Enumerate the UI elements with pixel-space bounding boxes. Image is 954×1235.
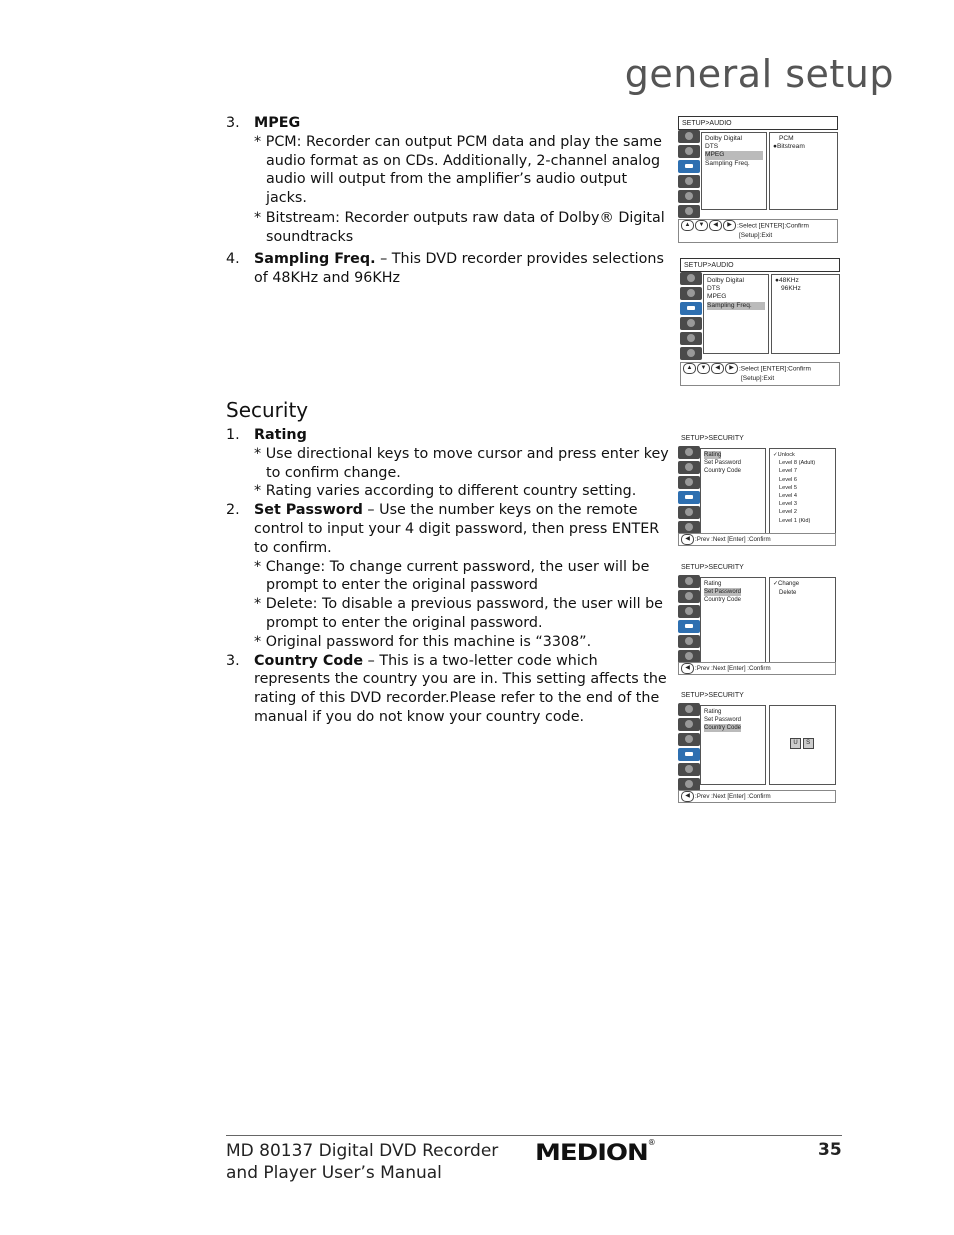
power-icon (680, 347, 702, 360)
medion-logo (535, 1138, 656, 1168)
item-number: 3. (226, 115, 240, 131)
item-number: 2. (226, 502, 240, 519)
menu-icons (680, 272, 702, 362)
key-icon (678, 491, 700, 504)
left-icon: ◀ (681, 534, 694, 545)
item-title: Country Code (254, 652, 364, 669)
menu-icons (678, 130, 700, 220)
general-icon (678, 575, 700, 588)
setup-audio-screen-sampling (680, 258, 840, 388)
bullet: * Bitstream: Recorder outputs raw data of Dolby® Digital soundtracks (254, 209, 665, 245)
option-list (769, 448, 836, 534)
audio-icon (680, 302, 702, 315)
option: ●48KHz (775, 277, 799, 284)
menu-item-selected: Rating (704, 452, 722, 458)
bullet: * Use directional keys to move cursor and press enter key to confirm change. (254, 445, 669, 481)
menu-icons (678, 703, 700, 793)
option: Level 6 (779, 476, 798, 483)
screen-footer (678, 219, 838, 243)
video-icon (680, 287, 702, 300)
left-icon: ◀ (681, 791, 694, 802)
menu-item-selected: Country Code (704, 725, 742, 731)
video-icon (678, 145, 700, 158)
menu-item: Dolby Digital (705, 135, 743, 142)
menu-list (700, 448, 766, 534)
power-icon (678, 205, 700, 218)
menu-item: MPEG (707, 293, 727, 301)
menu-item: Dolby Digital (707, 277, 745, 284)
item-title: Set Password (254, 502, 363, 519)
video-icon (678, 718, 700, 731)
footer-rule (226, 1135, 842, 1136)
bullet: * Delete: To disable a previous password, the user will be prompt to enter the original password. (254, 596, 663, 631)
screen-path: SETUP>SECURITY (678, 561, 836, 575)
option: Level 4 (779, 493, 798, 500)
left-icon: ◀ (709, 220, 722, 231)
menu-list (701, 132, 767, 210)
audio-icon (678, 476, 700, 489)
option-list (769, 577, 836, 663)
footer-exit: [Setup]:Exit (739, 232, 773, 240)
item-number: 1. (226, 427, 240, 443)
option: ✓Unlock (773, 452, 795, 458)
item-title: Sampling Freq. (254, 251, 376, 267)
record-icon (678, 175, 700, 188)
video-icon (678, 590, 700, 603)
setup-security-screen-rating (678, 432, 836, 547)
menu-item: Rating (704, 709, 722, 715)
setup-audio-screen-mpeg (678, 116, 838, 246)
screen-path: SETUP>AUDIO (680, 258, 840, 272)
menu-item: Country Code (704, 468, 742, 474)
option-list (769, 132, 838, 210)
footer-exit: [Setup]:Exit (741, 375, 775, 383)
screen-path: SETUP>SECURITY (678, 432, 836, 446)
footer-keys: :Prev :Next [Enter] :Confirm (695, 793, 771, 801)
option: Level 5 (779, 484, 798, 491)
menu-list (703, 274, 769, 354)
footer-keys: :Prev :Next [Enter] :Confirm (695, 665, 771, 673)
option: Level 2 (779, 509, 798, 516)
menu-item-selected: Set Password (704, 589, 742, 595)
bullet: * Rating varies according to different country setting. (254, 483, 637, 500)
up-icon: ▲ (681, 220, 694, 231)
menu-item-selected: Sampling Freq. (707, 302, 765, 310)
video-icon (678, 461, 700, 474)
item-text: – This is a two-letter code which represents the country you are in. This setting affects the rating of this DVD recorder.Please refer to the end of the manual if you do not know your country code. (254, 652, 667, 725)
screen-footer (678, 662, 836, 675)
right-icon: ▶ (723, 220, 736, 231)
general-icon (678, 703, 700, 716)
security-list (226, 426, 671, 727)
footer-line-1: MD 80137 Digital DVD Recorder (226, 1141, 499, 1161)
audio-icon (678, 605, 700, 618)
disc-icon (678, 506, 700, 519)
code-letter: U (790, 738, 801, 749)
screen-footer (680, 362, 840, 386)
general-icon (678, 130, 700, 143)
menu-icons (678, 446, 700, 536)
right-icon: ▶ (725, 363, 738, 374)
screen-path: SETUP>AUDIO (678, 116, 838, 130)
menu-item: Sampling Freq. (705, 159, 750, 167)
option: ✓Change (773, 581, 800, 587)
footer-keys: :Select [ENTER]:Confirm (737, 222, 809, 230)
menu-item: DTS (707, 285, 721, 293)
disc-icon (680, 332, 702, 345)
footer-line-2: and Player User’s Manual (226, 1163, 442, 1183)
screen-path: SETUP>SECURITY (678, 689, 836, 703)
option: Delete (779, 589, 797, 596)
left-icon: ◀ (681, 663, 694, 674)
option: ●Bitstream (773, 143, 805, 151)
code-letter: S (803, 738, 814, 749)
option: Level 7 (779, 468, 798, 475)
option-list (771, 274, 840, 354)
option: Level 3 (779, 501, 798, 508)
menu-list (700, 705, 766, 785)
item-text: – This DVD recorder provides selections of 48KHz and 96KHz (254, 251, 664, 286)
up-icon: ▲ (683, 363, 696, 374)
audio-icon (678, 160, 700, 173)
page-number: 35 (818, 1140, 842, 1160)
menu-item: Set Password (704, 460, 742, 466)
disc-icon (678, 763, 700, 776)
mpeg-item (226, 114, 671, 247)
code-box (769, 705, 836, 785)
item-title: MPEG (254, 115, 301, 131)
setup-security-screen-country (678, 689, 836, 804)
bullet: * Change: To change current password, the user will be prompt to enter the original password (254, 558, 650, 594)
left-icon: ◀ (711, 363, 724, 374)
section-title: Security (226, 398, 309, 422)
screen-footer (678, 533, 836, 546)
menu-list (700, 577, 766, 663)
footer-manual-title (226, 1140, 498, 1184)
sampling-item (226, 250, 671, 288)
item-number: 4. (226, 251, 240, 267)
record-icon (680, 317, 702, 330)
footer-keys: :Select [ENTER]:Confirm (739, 365, 811, 373)
menu-item-selected: MPEG (705, 151, 763, 159)
disc-icon (678, 635, 700, 648)
disc-icon (678, 190, 700, 203)
bullet: * PCM: Recorder can output PCM data and play the same audio format as on CDs. Additionally, 2-channel analog audio will output from the amplifier’s audio output jacks. (254, 133, 662, 207)
item-text: – Use the number keys on the remote control to input your 4 digit password, then press ENTER to confirm. (254, 502, 660, 556)
item-title: Rating (254, 427, 307, 443)
option: PCM (779, 135, 794, 142)
menu-icons (678, 575, 700, 665)
screen-footer (678, 790, 836, 803)
option: Level 1 (Kid) (779, 517, 811, 524)
key-icon (678, 748, 700, 761)
bullet: * Original password for this machine is “3308”. (254, 633, 592, 650)
menu-item: Country Code (704, 597, 742, 603)
page-header-title: general setup (624, 52, 894, 96)
menu-item: DTS (705, 143, 719, 151)
option: 96KHz (781, 285, 801, 293)
footer-keys: :Prev :Next [Enter] :Confirm (695, 536, 771, 544)
brand-name: MEDION (535, 1140, 648, 1166)
general-icon (680, 272, 702, 285)
audio-icon (678, 733, 700, 746)
setup-security-screen-password (678, 561, 836, 676)
down-icon: ▼ (695, 220, 708, 231)
key-icon (678, 620, 700, 633)
menu-item: Rating (704, 581, 722, 587)
general-icon (678, 446, 700, 459)
down-icon: ▼ (697, 363, 710, 374)
registered-mark: ® (647, 1138, 656, 1147)
item-number: 3. (226, 652, 240, 669)
menu-item: Set Password (704, 717, 742, 723)
option: Level 8 (Adult) (779, 460, 816, 467)
